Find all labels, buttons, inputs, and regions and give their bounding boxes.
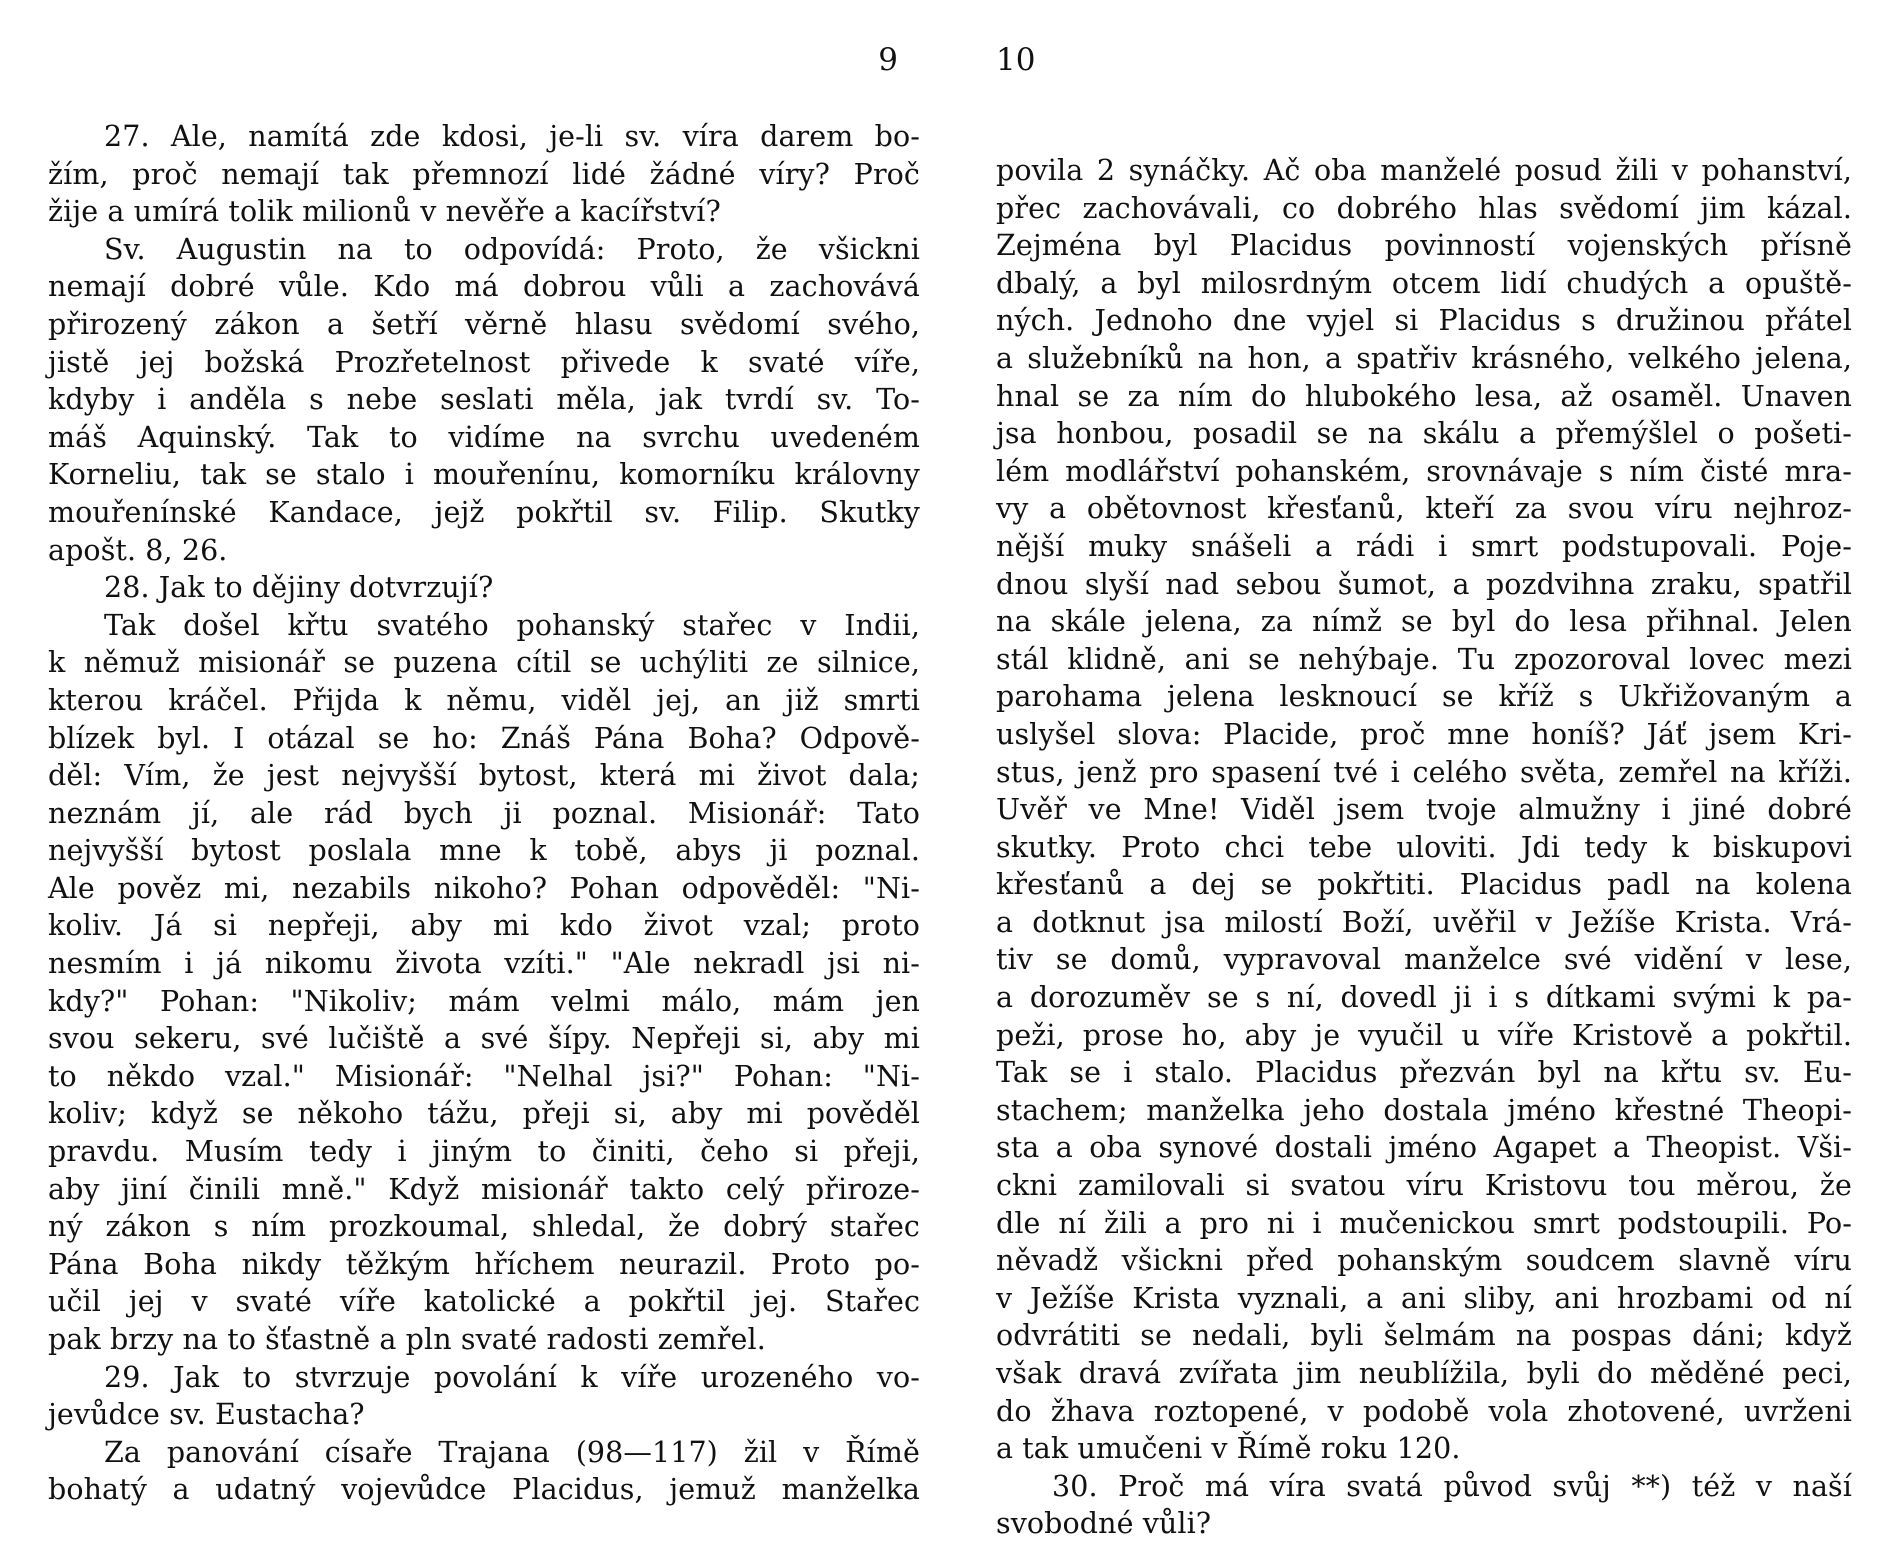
text-line: skutky. Proto chci tebe uloviti. Jdi tedy k biskupovi: [996, 830, 1852, 864]
text-line: však dravá zvířata jim neublížila, byli do měděné peci,: [996, 1357, 1852, 1390]
text-line: 28. Jak to dějiny dotvrzují?: [104, 571, 494, 605]
text-line: a dorozuměv se s ní, dovedl ji i s dítkami svými k pa-: [996, 981, 1852, 1015]
page-text: [48, 118, 920, 1509]
text-line: Tak došel křtu svatého pohanský stařec v Indii,: [104, 608, 920, 642]
text-line: sta a oba synové dostali jméno Agapet a Theopist. Vši-: [996, 1131, 1852, 1165]
right-page: [996, 0, 1852, 1541]
text-line: koliv. Já si nepřeji, aby mi kdo život vzal; proto: [48, 909, 920, 943]
text-line: a tak umučeni v Římě roku 120.: [996, 1432, 1461, 1466]
text-line: dbalý, a byl milosrdným otcem lidí chudých a opuště-: [996, 266, 1852, 300]
text-line: pravdu. Musím tedy i jiným to činiti, čeho si přeji,: [48, 1135, 920, 1169]
text-line: povila 2 synáčky. Ač oba manželé posud žili v pohanství,: [996, 154, 1852, 187]
text-line: jsa honbou, posadil se na skálu a přemýšlel o pošeti-: [996, 417, 1852, 451]
text-line: a služebníků na hon, a spatřiv krásného, velkého jelena,: [996, 341, 1852, 375]
text-line: Sv. Augustin na to odpovídá: Proto, že všickni: [104, 232, 920, 266]
text-line: na skále jelena, za nímž se byl do lesa přihnal. Jelen: [996, 605, 1852, 639]
text-line: přec zachovávali, co dobrého hlas svědomí jim kázal.: [996, 191, 1852, 225]
text-line: mouřenínské Kandace, jejž pokřtil sv. Filip. Skutky: [48, 495, 920, 529]
text-line: uslyšel slova: Placide, proč mne honíš? Jáť jsem Kri-: [996, 717, 1852, 751]
text-line: aby jiní činili mně." Když misionář takto celý přiroze-: [48, 1172, 920, 1206]
text-line: Uvěř ve Mne! Viděl jsem tvoje almužny i jiné dobré: [996, 793, 1852, 827]
text-line: stus, jenž pro spasení tvé i celého světa, zemřel na kříži.: [996, 755, 1852, 789]
text-line: apošt. 8, 26.: [48, 533, 228, 567]
text-line: a dotknut jsa milostí Boží, uvěřil v Ježíše Krista. Vrá-: [996, 905, 1852, 939]
text-line: nesmím i já nikomu života vzíti." "Ale nekradl jsi ni-: [48, 947, 920, 981]
text-line: peži, prose ho, aby je vyučil u víře Kristově a pokřtil.: [996, 1018, 1852, 1052]
text-line: ckni zamilovali si svatou víru Kristovu tou měrou, že: [996, 1169, 1852, 1203]
text-line: neznám jí, ale rád bych ji poznal. Misionář: Tato: [48, 796, 920, 830]
text-line: dle ní žili a pro ni i mučenickou smrt podstoupili. Po-: [996, 1206, 1852, 1240]
text-line: Pána Boha nikdy těžkým hříchem neurazil. Proto po-: [48, 1247, 920, 1281]
text-line: odvrátiti se nedali, byli šelmám na pospas dáni; když: [996, 1319, 1852, 1353]
text-line: dnou slyší nad sebou šumot, a pozdvihna zraku, spatřil: [996, 567, 1852, 601]
text-line: bohatý a udatný vojevůdce Placidus, jemuž manželka: [48, 1473, 920, 1507]
left-page: [48, 0, 920, 1507]
text-line: v Ježíše Krista vyznali, a ani sliby, ani hrozbami od ní: [996, 1281, 1852, 1315]
text-line: děl: Vím, že jest nejvyšší bytost, která mi život dala;: [48, 759, 920, 793]
page-number: 9: [878, 42, 898, 78]
text-line: hnal se za ním do hlubokého lesa, až osaměl. Unaven: [996, 379, 1852, 413]
text-line: blízek byl. I otázal se ho: Znáš Pána Boha? Odpově-: [48, 721, 920, 755]
text-line: Za panování císaře Trajana (98—117) žil v Římě: [104, 1435, 920, 1469]
text-line: Ale pověz mi, nezabils nikoho? Pohan odpověděl: "Ni-: [48, 871, 920, 905]
text-line: k němuž misionář se puzena cítil se uchýliti ze silnice,: [48, 646, 920, 680]
text-line: křesťanů a dej se pokřtiti. Placidus padl na kolena: [996, 868, 1852, 902]
text-line: učil jej v svaté víře katolické a pokřtil jej. Stařec: [48, 1285, 920, 1319]
text-line: tiv se domů, vypravoval manželce své vidění v lese,: [996, 943, 1852, 977]
page-text: [996, 152, 1852, 1543]
text-line: nemají dobré vůle. Kdo má dobrou vůli a zachovává: [48, 270, 920, 304]
text-line: vy a obětovnost křesťanů, kteří za svou víru nejhroz-: [996, 492, 1852, 526]
text-line: Tak se i stalo. Placidus přezván byl na křtu sv. Eu-: [996, 1056, 1852, 1090]
text-line: žije a umírá tolik milionů v nevěře a kacířství?: [48, 195, 721, 229]
text-line: přirozený zákon a šetří věrně hlasu svědomí svého,: [48, 307, 920, 341]
text-line: nější muky snášeli a rádi i smrt podstupovali. Poje-: [996, 529, 1852, 563]
page-number: 10: [996, 42, 1036, 78]
text-line: lém modlářství pohanském, srovnávaje s ním čisté mra-: [996, 454, 1852, 488]
text-line: jistě jej božská Prozřetelnost přivede k svaté víře,: [48, 345, 920, 379]
text-line: 29. Jak to stvrzuje povolání k víře urozeného vo-: [104, 1360, 920, 1394]
text-line: kdy?" Pohan: "Nikoliv; mám velmi málo, mám jen: [48, 984, 920, 1018]
text-line: stachem; manželka jeho dostala jméno křestné Theopi-: [996, 1093, 1852, 1127]
text-line: jevůdce sv. Eustacha?: [48, 1398, 365, 1432]
text-line: svobodné vůli?: [996, 1507, 1212, 1541]
text-line: koliv; když se někoho tážu, přeji si, aby mi pověděl: [48, 1097, 920, 1131]
text-line: máš Aquinský. Tak to vidíme na svrchu uvedeném: [48, 420, 920, 454]
text-line: stál klidně, ani se nehýbaje. Tu zpozoroval lovec mezi: [996, 642, 1852, 676]
text-line: Korneliu, tak se stalo i mouřenínu, komorníku královny: [48, 458, 920, 492]
text-line: kdyby i anděla s nebe seslati měla, jak tvrdí sv. To-: [48, 383, 920, 417]
text-line: něvadž všickni před pohanským soudcem slavně víru: [996, 1244, 1852, 1278]
text-line: ný zákon s ním prozkoumal, shledal, že dobrý stařec: [48, 1210, 920, 1244]
text-line: kterou kráčel. Přijda k němu, viděl jej, an již smrti: [48, 683, 920, 717]
text-line: to někdo vzal." Misionář: "Nelhal jsi?" Pohan: "Ni-: [48, 1059, 920, 1093]
text-line: do žhava roztopené, v podobě vola zhotovené, uvrženi: [996, 1394, 1852, 1428]
text-line: ných. Jednoho dne vyjel si Placidus s družinou přátel: [996, 304, 1852, 338]
text-line: žím, proč nemají tak přemnozí lidé žádné víry? Proč: [48, 157, 920, 191]
text-line: svou sekeru, své lučiště a své šípy. Nepřeji si, aby mi: [48, 1022, 920, 1056]
text-line: 30. Proč má víra svatá původ svůj **) též v naší: [1052, 1469, 1852, 1503]
text-line: pak brzy na to šťastně a pln svaté radosti zemřel.: [48, 1323, 766, 1356]
text-line: parohama jelena lesknoucí se kříž s Ukřižovaným a: [996, 680, 1852, 714]
text-line: Zejména byl Placidus povinností vojenských přísně: [996, 229, 1852, 263]
text-line: 27. Ale, namítá zde kdosi, je-li sv. víra darem bo-: [104, 120, 920, 153]
text-line: nejvyšší bytost poslala mne k tobě, abys ji poznal.: [48, 834, 920, 868]
